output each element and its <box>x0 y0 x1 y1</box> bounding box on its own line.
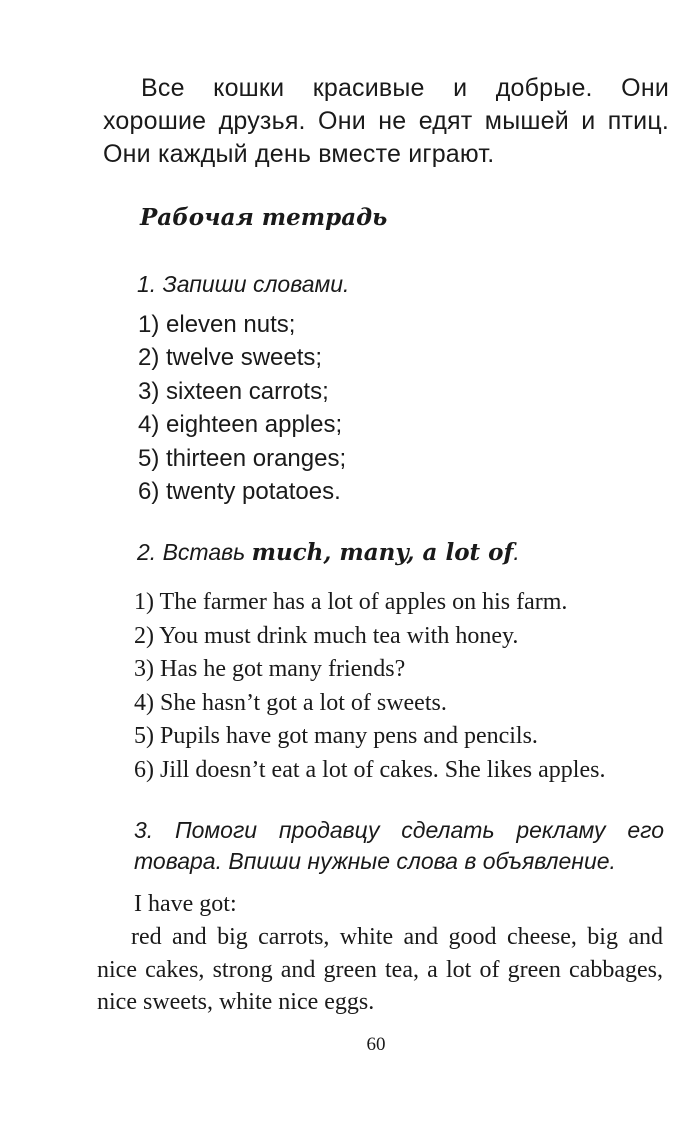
task2-list <box>134 586 605 788</box>
list-item: 6) Jill doesn’t eat a lot of cakes. She likes apples. <box>134 756 606 783</box>
list-item: 5) thirteen oranges; <box>138 444 347 472</box>
section-heading: Рабочая тетрадь <box>140 204 388 231</box>
task2-title <box>137 536 520 569</box>
task3-title: 3. Помоги продавцу сделать рекламу его товара. Впиши нужные слова в объявление. <box>134 817 664 874</box>
list-item: 4) She hasn’t got a lot of sweets. <box>134 689 447 716</box>
list-item: 5) Pupils have got many pens and pencils. <box>134 723 538 750</box>
list-item: 3) sixteen carrots; <box>138 377 329 405</box>
page-number: 60 <box>366 1034 386 1055</box>
list-item: 1) The farmer has a lot of apples on his farm. <box>134 589 568 615</box>
task3-lead: I have got: <box>134 891 237 917</box>
list-item: 2) twelve sweets; <box>138 344 323 372</box>
task2-title-suffix: . <box>513 539 520 565</box>
task1-list <box>138 308 346 508</box>
list-item: 1) eleven nuts; <box>138 311 296 338</box>
list-item: 4) eighteen apples; <box>138 411 343 439</box>
task2-title-words: much, many, a lot of <box>251 539 514 566</box>
intro-paragraph: Все кошки красивые и добрые. Они хорошие друзья. Они не едят мышей и птиц. Они каждый день вместе играют. <box>103 74 669 168</box>
task1-title: 1. Запиши словами. <box>137 271 350 297</box>
task2-title-prefix: 2. Вставь <box>137 539 252 565</box>
list-item: 6) twenty potatoes. <box>138 478 341 506</box>
task3-goods: red and big carrots, white and good cheese, big and nice cakes, strong and green tea, a lot of green cabbages, nice sweets, white nice eggs. <box>97 924 663 1015</box>
list-item: 3) Has he got many friends? <box>134 656 406 683</box>
list-item: 2) You must drink much tea with honey. <box>134 622 519 649</box>
